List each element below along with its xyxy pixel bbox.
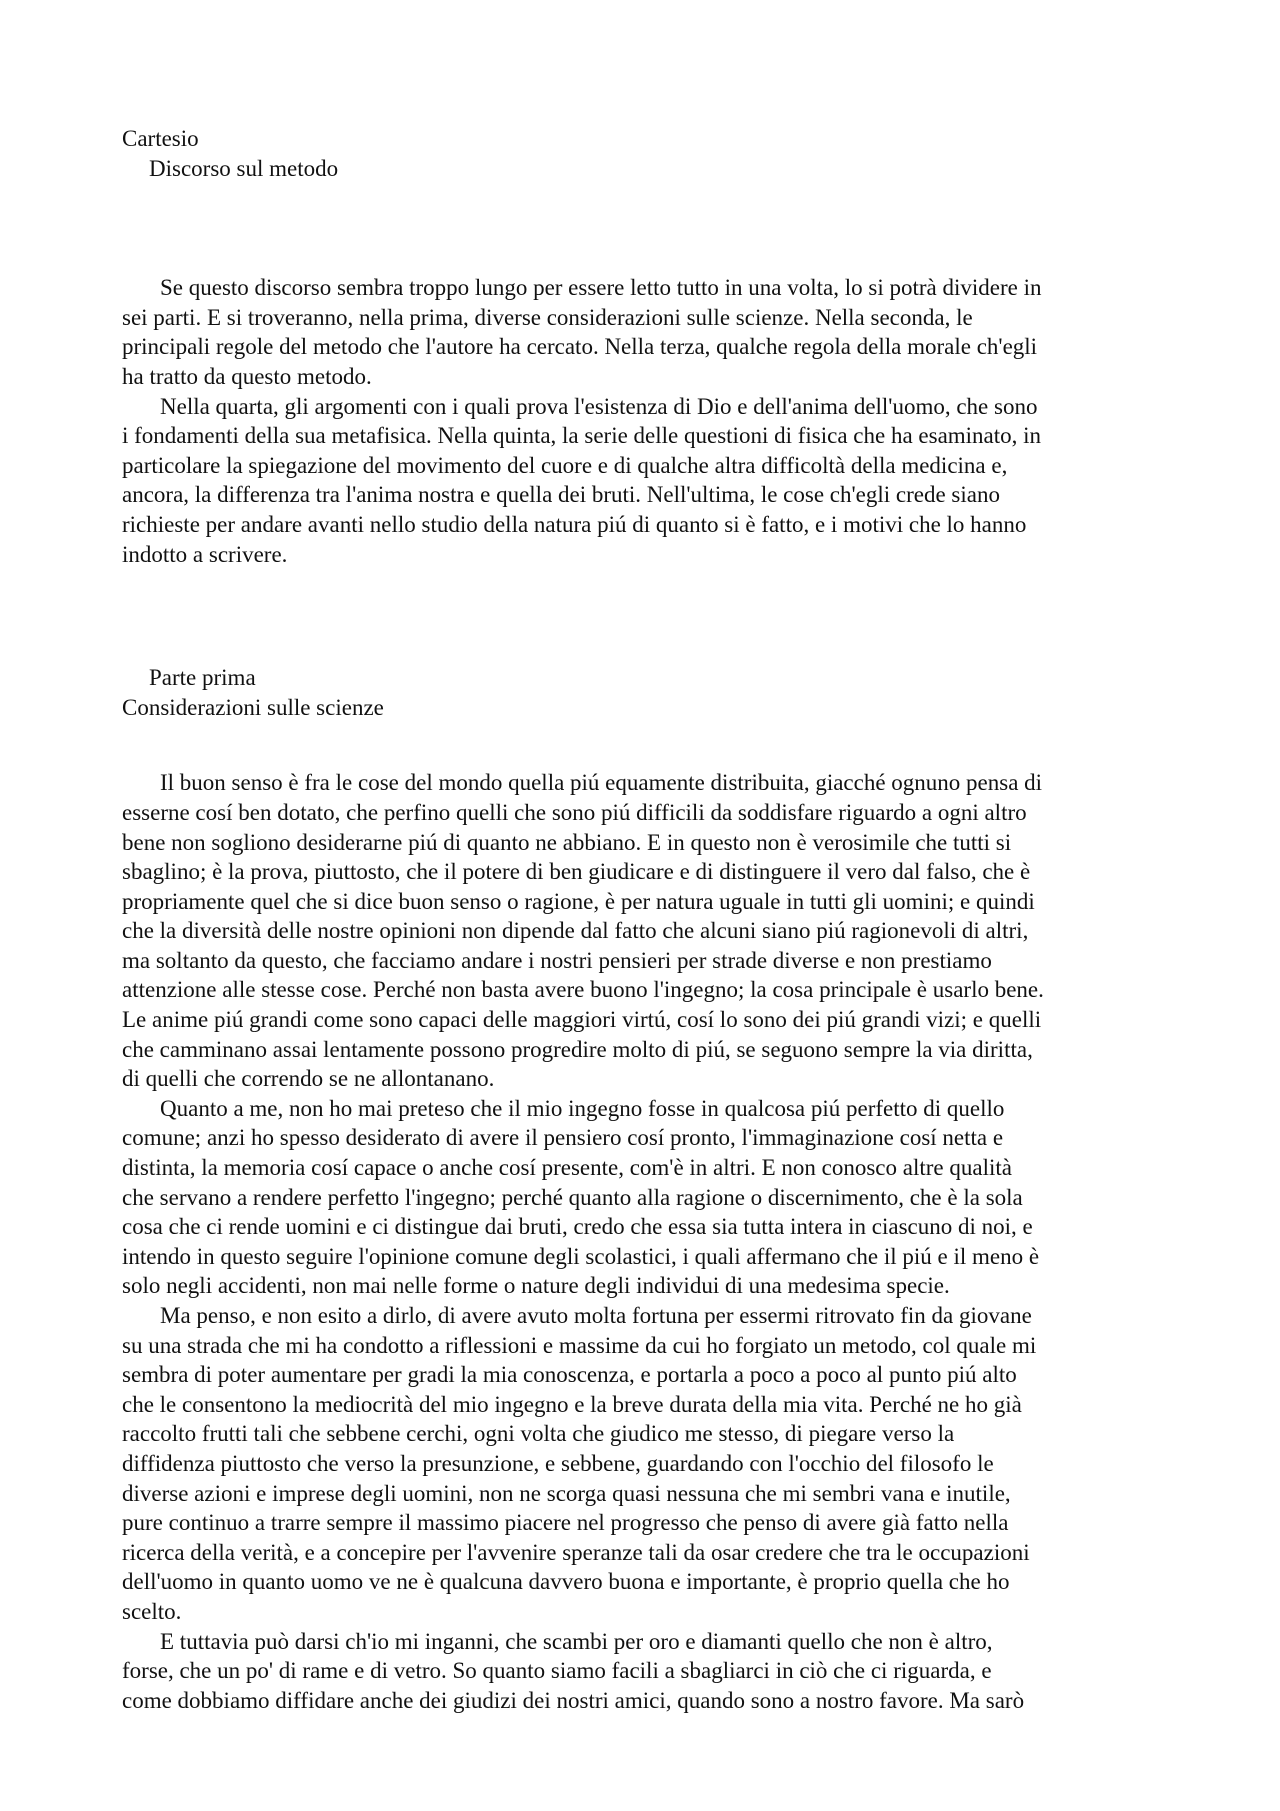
text-line: solo negli accidenti, non mai nelle forme o nature degli individui di una medesima specie. — [122, 1273, 950, 1299]
text-line: sembra di poter aumentare per gradi la mia conoscenza, e portarla a poco a poco al punto piú alto — [122, 1362, 1017, 1388]
text-line: che la diversità delle nostre opinioni non dipende dal fatto che alcuni siano piú ragionevoli di altri, — [122, 918, 1029, 944]
section-number: Parte prima — [149, 665, 256, 691]
text-line: dell'uomo in quanto uomo ve ne è qualcuna davvero buona e importante, è proprio quella che ho — [122, 1569, 1010, 1595]
text-line: intendo in questo seguire l'opinione comune degli scolastici, i quali affermano che il piú e il meno è — [122, 1243, 1040, 1269]
text-line: forse, che un po' di rame e di vetro. So quanto siamo facili a sbagliarci in ciò che ci riguarda, e — [122, 1658, 992, 1684]
text-line: sei parti. E si troveranno, nella prima, diverse considerazioni sulle scienze. Nella seconda, le — [122, 304, 973, 330]
author-name: Cartesio — [122, 126, 199, 151]
text-line: che camminano assai lentamente possono progredire molto di piú, se seguono sempre la via diritta, — [122, 1036, 1033, 1062]
text-line: su una strada che mi ha condotto a riflessioni e massime da cui ho forgiato un metodo, col quale mi — [122, 1332, 1037, 1358]
section-heading — [122, 663, 1162, 722]
body-paragraph — [122, 768, 1162, 1094]
text-line: come dobbiamo diffidare anche dei giudizi dei nostri amici, quando sono a nostro favore. Ma sarò — [122, 1687, 1025, 1713]
text-line: sbaglino; è la prova, piuttosto, che il potere di ben giudicare e di distinguere il vero dal falso, che è — [122, 859, 1031, 885]
text-line: diverse azioni e imprese degli uomini, non ne scorga quasi nessuna che mi sembri vana e inutile, — [122, 1480, 1011, 1506]
text-line: scelto. — [122, 1598, 182, 1624]
text-line: raccolto frutti tali che sebbene cerchi, ogni volta che giudico me stesso, di piegare verso la — [122, 1421, 955, 1447]
text-line: ma soltanto da questo, che facciamo andare i nostri pensieri per strade diverse e non prestiamo — [122, 947, 992, 973]
text-line: ricerca della verità, e a concepire per l'avvenire speranze tali da osar credere che tra le occupazioni — [122, 1539, 1030, 1565]
text-line: comune; anzi ho spesso desiderato di avere il pensiero cosí pronto, l'immaginazione cosí netta e — [122, 1125, 1004, 1151]
document-title: Discorso sul metodo — [149, 155, 339, 181]
text-line: richieste per andare avanti nello studio della natura piú di quanto si è fatto, e i motivi che lo hanno — [122, 511, 1027, 537]
text-line: ancora, la differenza tra l'anima nostra e quella dei bruti. Nell'ultima, le cose ch'egli crede siano — [122, 482, 1000, 508]
text-line: Quanto a me, non ho mai preteso che il mio ingegno fosse in qualcosa piú perfetto di quello — [160, 1095, 1005, 1121]
intro-text — [122, 273, 1162, 569]
text-line: indotto a scrivere. — [122, 541, 288, 567]
text-line: Le anime piú grandi come sono capaci delle maggiori virtú, cosí lo sono dei piú grandi vizi; e quelli — [122, 1007, 1042, 1033]
text-line: particolare la spiegazione del movimento del cuore e di qualche altra difficoltà della medicina e, — [122, 452, 1008, 478]
text-line: di quelli che correndo se ne allontanano. — [122, 1066, 495, 1092]
text-line: principali regole del metodo che l'autore ha cercato. Nella terza, qualche regola della morale ch'egli — [122, 334, 1038, 360]
intro-paragraph — [122, 392, 1162, 570]
text-line: che le consentono la mediocrità del mio ingegno e la breve durata della mia vita. Perché ne ho già — [122, 1391, 1022, 1417]
body-paragraph — [122, 1094, 1162, 1301]
intro-paragraph — [122, 273, 1162, 391]
text-line: cosa che ci rende uomini e ci distingue dai bruti, credo che essa sia tutta intera in ciascuno di noi, e — [122, 1214, 1033, 1240]
text-line: attenzione alle stesse cose. Perché non basta avere buono l'ingegno; la cosa principale è usarlo bene. — [122, 977, 1044, 1003]
text-line: esserne cosí ben dotato, che perfino quelli che sono piú difficili da soddisfare riguardo a ogni altro — [122, 799, 1027, 825]
text-line: Il buon senso è fra le cose del mondo quella piú equamente distribuita, giacché ognuno pensa di — [160, 770, 1043, 796]
text-line: che servano a rendere perfetto l'ingegno; perché quanto alla ragione o discernimento, che è la sola — [122, 1184, 1023, 1210]
text-line: E tuttavia può darsi ch'io mi inganni, che scambi per oro e diamanti quello che non è altro, — [160, 1628, 993, 1654]
text-line: bene non sogliono desiderarne piú di quanto ne abbiano. E in questo non è verosimile che tutti si — [122, 829, 1012, 855]
text-line: ha tratto da questo metodo. — [122, 363, 372, 389]
section-body-text — [122, 768, 1162, 1715]
text-line: Nella quarta, gli argomenti con i quali prova l'esistenza di Dio e dell'anima dell'uomo, che sono — [160, 393, 1038, 419]
body-paragraph — [122, 1301, 1162, 1627]
text-line: Ma penso, e non esito a dirlo, di avere avuto molta fortuna per essermi ritrovato fin da giovane — [160, 1303, 1032, 1328]
text-line: i fondamenti della sua metafisica. Nella quinta, la serie delle questioni di fisica che ha esaminato, in — [122, 423, 1042, 449]
document-page — [122, 124, 1162, 1715]
text-line: pure continuo a trarre sempre il massimo piacere nel progresso che penso di avere già fatto nella — [122, 1510, 1009, 1536]
text-line: Se questo discorso sembra troppo lungo per essere letto tutto in una volta, lo si potrà dividere in — [160, 275, 1042, 301]
text-line: distinta, la memoria cosí capace o anche cosí presente, com'è in altri. E non conosco altre qualità — [122, 1155, 1012, 1181]
section-title: Considerazioni sulle scienze — [122, 694, 384, 720]
text-line: diffidenza piuttosto che verso la presunzione, e sebbene, guardando con l'occhio del filosofo le — [122, 1450, 994, 1476]
text-line: propriamente quel che si dice buon senso o ragione, è per natura uguale in tutti gli uomini; e quindi — [122, 888, 1035, 914]
body-paragraph — [122, 1627, 1162, 1716]
